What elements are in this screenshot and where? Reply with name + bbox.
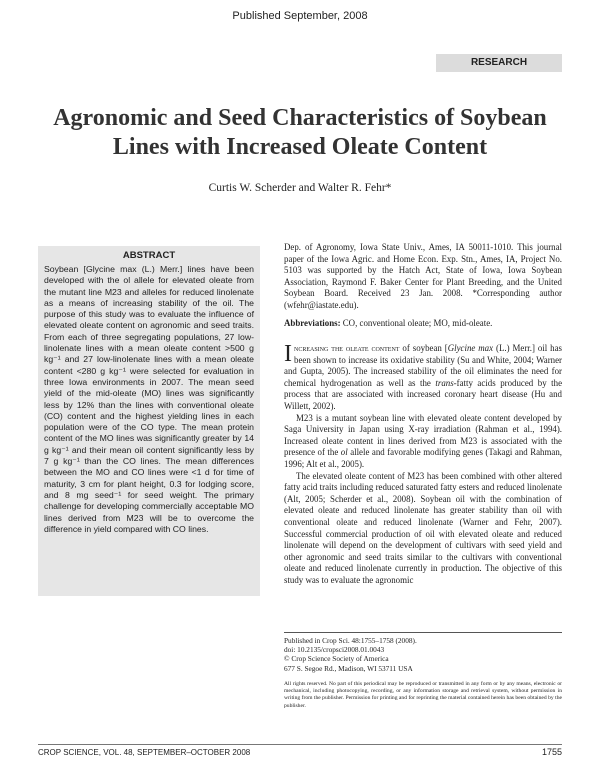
citation: Published in Crop Sci. 48:1755–1758 (2008). <box>284 636 417 645</box>
drop-cap: I <box>284 341 292 367</box>
footer-divider <box>38 744 562 745</box>
footer-journal: CROP SCIENCE, VOL. 48, SEPTEMBER–OCTOBER 2008 <box>38 748 251 757</box>
lead-in: ncreasing the oleate content <box>294 343 400 353</box>
abstract-box <box>38 246 260 596</box>
abstract-heading: ABSTRACT <box>122 250 176 261</box>
abbreviations-label: Abbreviations: <box>284 318 341 328</box>
paragraph-1: Increasing the oleate content of soybean [Glycine max (L.) Merr.] oil has been shown to increase its oxidative stability (Su and White, 2004; Warner and Gupta, 2005). The increased stability of the oil eliminates the need for chemical hydrogenation as well as the trans-fatty acids produced by the process that are associated with increased coronary heart disease (Hu and Willett, 2002). <box>284 341 563 411</box>
abbreviations <box>284 318 562 330</box>
copyright: © Crop Science Society of America <box>284 654 389 664</box>
publisher-address: 677 S. Segoe Rd., Madison, WI 53711 USA <box>284 663 413 673</box>
body-text <box>284 343 562 586</box>
paragraph-2: M23 is a mutant soybean line with elevated oleate content developed by Saga University in Japan using X-ray irradiation (Rahman et al., 1994). Increased oleate content in lines derived from M23 is associated with the presence of the ol allele and favorable modifying genes (Takagi and Rahman, 1996; Alt et al., 2005). <box>284 412 562 469</box>
doi: doi: 10.2135/cropsci2008.01.0043 <box>284 645 385 655</box>
paragraph-3: The elevated oleate content of M23 has been combined with other altered fatty acid traits including reduced saturated fatty esters and reduced linolenate (Alt, 2005; Scherder et al., 2008). Soybean oil with the combination of elevated oleate and reduced linolenate has greater stability than oil with conventional oleate and reduced linolenate (Warner and Fehr, 2007). Successful commercial production of oil with elevated oleate and reduced linolenate will depend on the development of cultivars with seed yield and other agronomic and seed traits similar to the cultivars with conventional oleate and reduced linolenate currently in production. The objective of this study was to evaluate the agronomic <box>284 470 562 585</box>
abstract-text: Soybean [Glycine max (L.) Merr.] lines have been developed with the ol allele for elevated oleate from the mutant line M23 and alleles for reduced linolenate as a means of increasing stability of the oil. The purpose of this study was to evaluate the influence of elevated oleate content on agronomic and seed traits. From each of three segregating populations, 27 low-linolenate lines with a mean oleate content >500 g kg⁻¹ and 27 low-linolenate lines with a mean oleate content <280 g kg⁻¹ were selected for evaluation in three Iowa environments in 2007. The mean seed yield of the mid-oleate (MO) lines was significantly less by 12% than the lines with conventional oleate (CO) content and the highest yielding lines in each population were of the CO type. The mean protein content of the MO lines was significantly greater by 14 g kg⁻¹ and their mean oil content significantly less by 7 g kg⁻¹ than the CO lines. The mean differences between the MO and CO lines were <1 d for time of maturity, 3 cm for plant height, 0.3 for lodging score, and 8 mg seed⁻¹ for seed weight. The primary challenge for developing commercially acceptable MO lines derived from M23 will be to overcome the difference in yield compared with CO lines. <box>44 264 254 534</box>
section-label: RESEARCH <box>436 54 562 72</box>
affiliation-note: Dep. of Agronomy, Iowa State Univ., Ames, IA 50011-1010. This journal paper of the Iowa Agric. and Home Econ. Exp. Stn., Ames, IA, Project No. 5103 was supported by the Hatch Act, State of Iowa, Iowa Soybean Association, Raymond F. Baker Center for Plant Breeding, and the United Soybean Board. Received 23 Jan. 2008. *Corresponding author (wfehr@iastate.edu). <box>284 242 562 310</box>
abbreviations-text: CO, conventional oleate; MO, mid-oleate. <box>342 318 493 328</box>
publication-date: Published September, 2008 <box>232 10 368 22</box>
publication-info <box>284 632 562 673</box>
page-number: 1755 <box>541 747 562 757</box>
rights-notice: All rights reserved. No part of this periodical may be reproduced or transmitted in any form or by any means, electronic or mechanical, including photocopying, recording, or any information storage and retrieval system, without permission in writing from the publisher. Permission for printing and for reprinting the material contained herein has been obtained by the publisher. <box>284 681 562 709</box>
article-title: Agronomic and Seed Characteristics of Soybean Lines with Increased Oleate Content <box>53 105 547 160</box>
authors: Curtis W. Scherder and Walter R. Fehr* <box>208 182 392 194</box>
